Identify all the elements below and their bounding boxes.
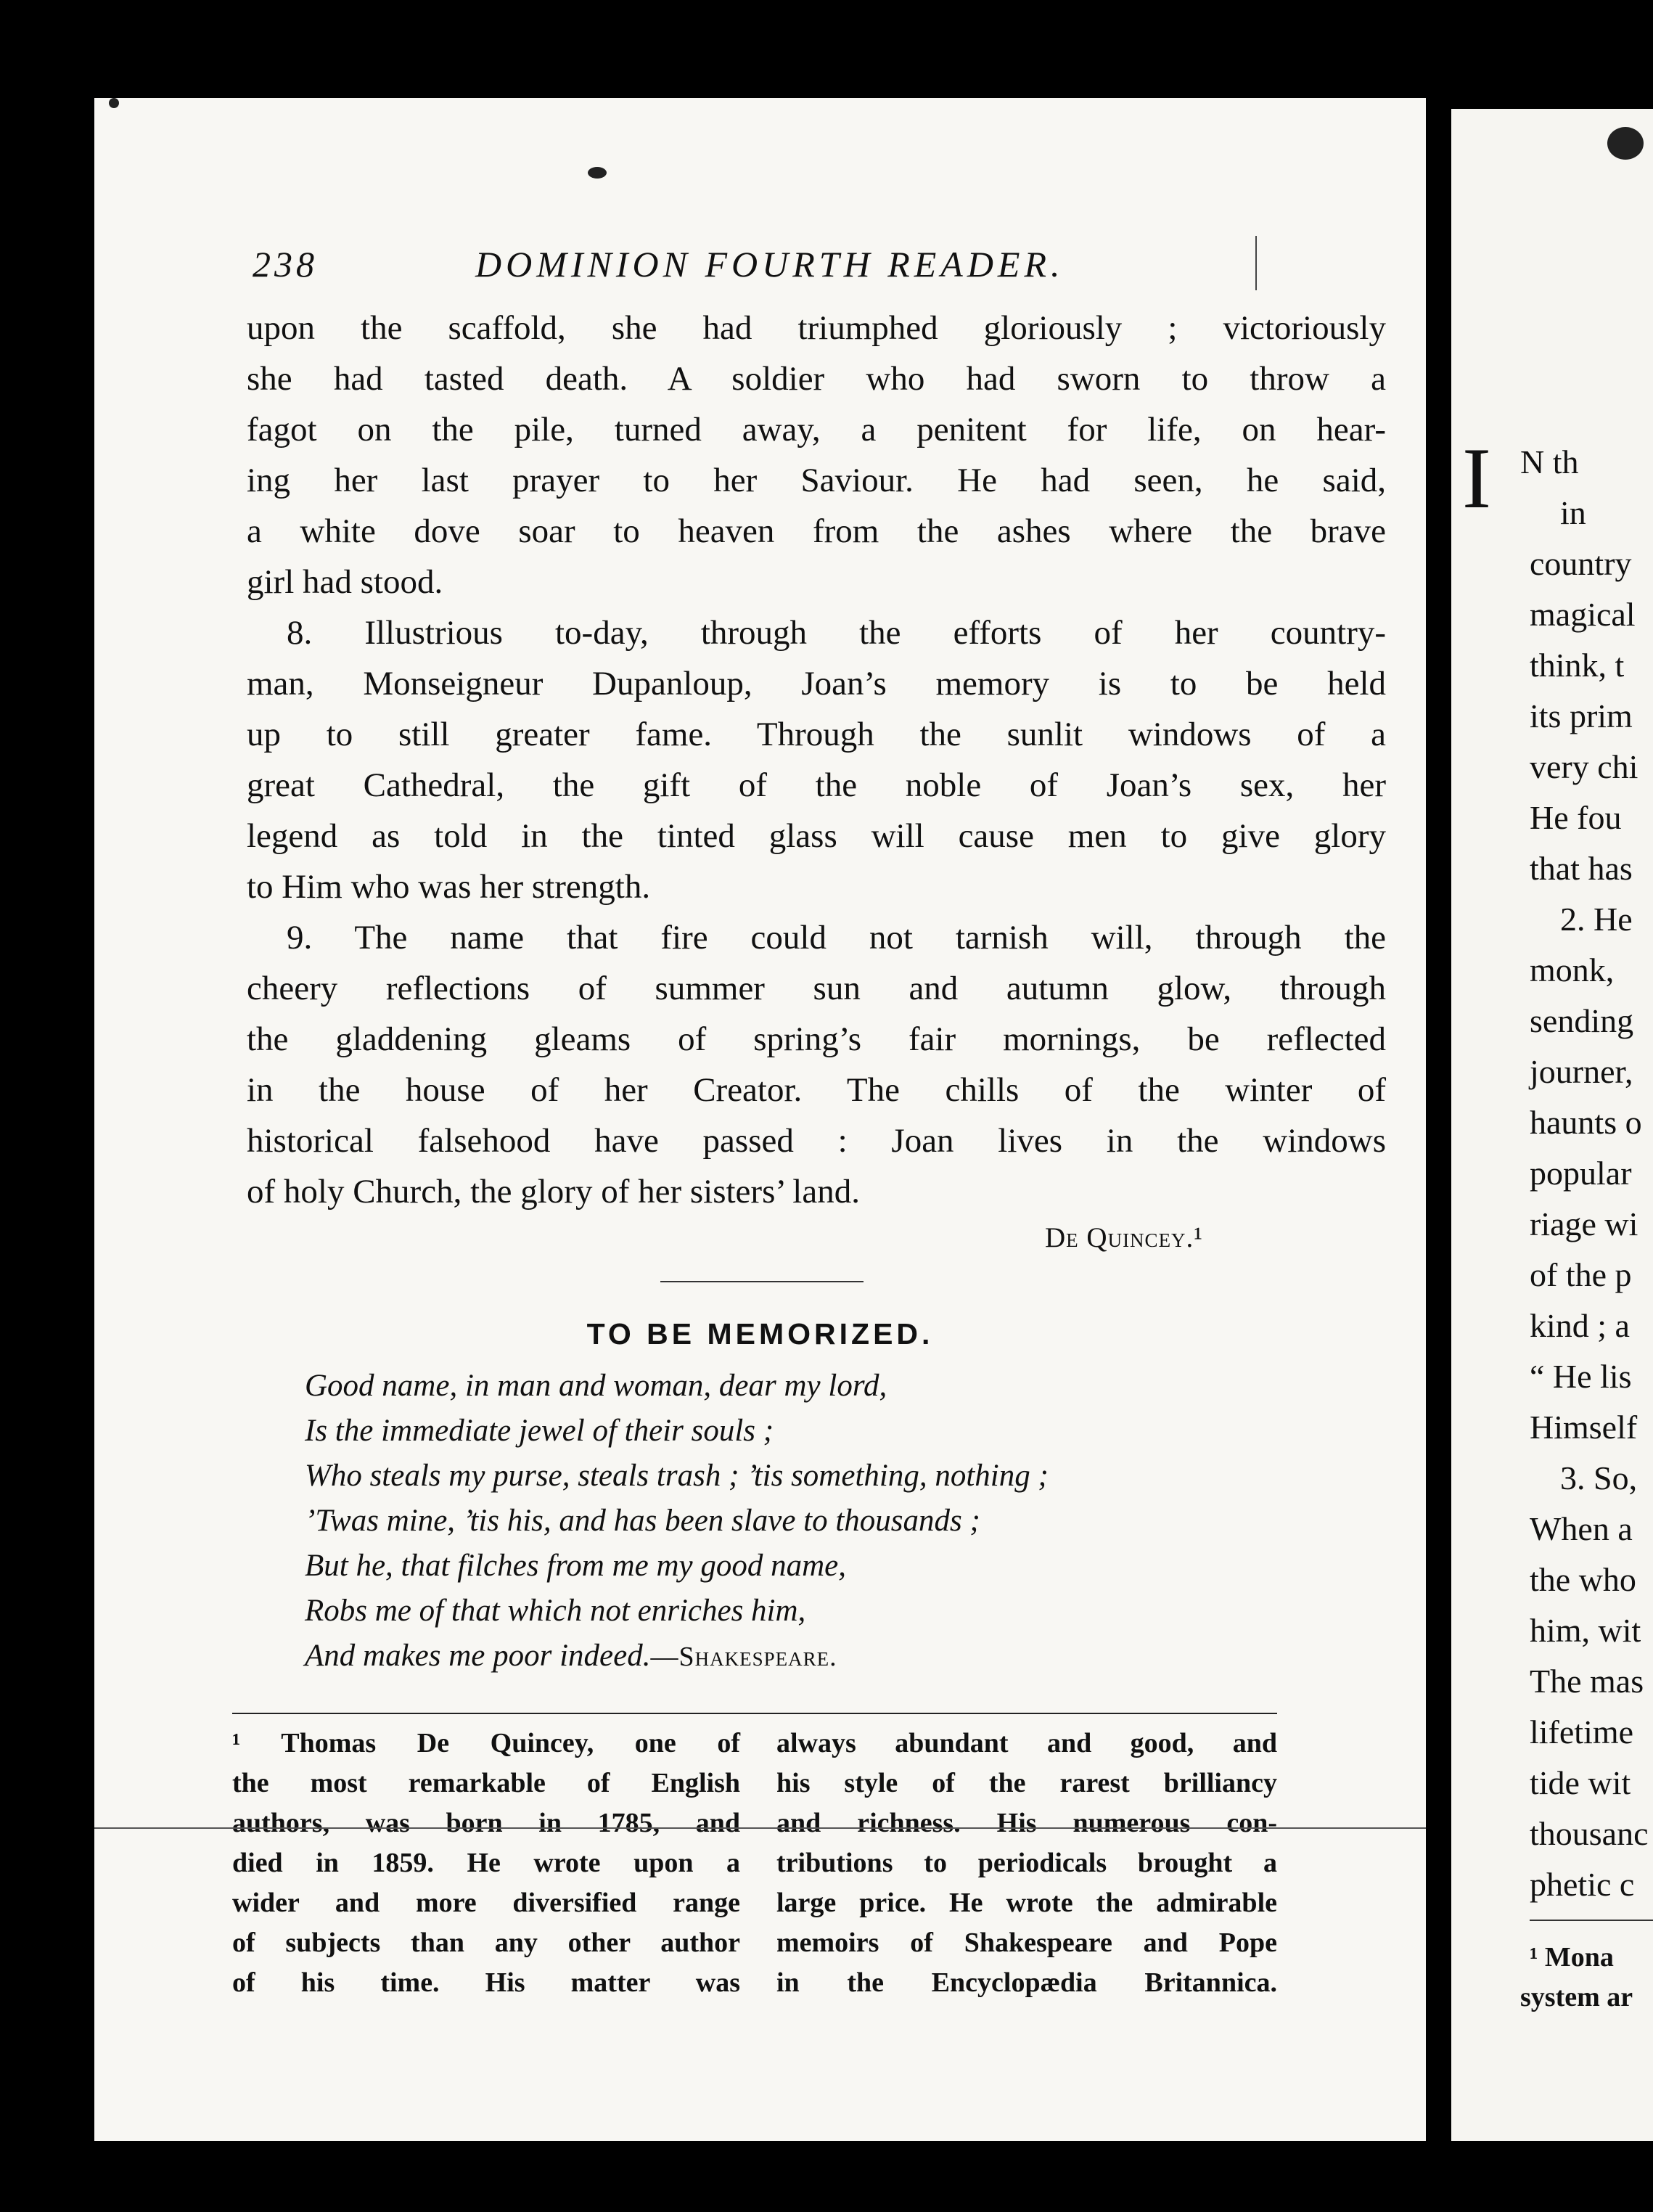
body-line: man, Monseigneur Dupanloup, Joan’s memory is to be held xyxy=(247,665,1386,702)
scan-artifact-line xyxy=(94,1827,1426,1829)
author-signature: De Quincey.¹ xyxy=(1045,1222,1204,1253)
next-page-line: riage wi xyxy=(1530,1205,1638,1242)
poem-line: And makes me poor indeed. xyxy=(305,1639,651,1673)
short-divider xyxy=(660,1281,864,1282)
next-page-line: Himself xyxy=(1530,1409,1638,1446)
next-page-line: him, wit xyxy=(1530,1612,1641,1649)
next-page-line: thousanc xyxy=(1530,1815,1649,1852)
next-page-line: N th xyxy=(1520,443,1579,480)
next-page-line: lifetime xyxy=(1530,1713,1634,1750)
body-line: the gladdening gleams of spring’s fair mornings, be reflected xyxy=(247,1020,1386,1058)
next-page-line: think, t xyxy=(1530,647,1625,684)
body-line: girl had stood. xyxy=(247,563,443,601)
body-line: fagot on the pile, turned away, a penitent for life, on hear- xyxy=(247,411,1386,448)
next-page-line: that has xyxy=(1530,850,1633,887)
next-page-edge xyxy=(1451,109,1653,2141)
ink-blot xyxy=(588,167,607,179)
next-page-line: 2. He xyxy=(1560,901,1633,938)
poem-line: Who steals my purse, steals trash ; ’tis something, nothing ; xyxy=(305,1459,1049,1493)
next-page-footnote-line: ¹ Mona xyxy=(1530,1942,1614,1973)
next-page-footnote-line: system ar xyxy=(1520,1982,1633,2012)
footnote-line: memoirs of Shakespeare and Pope xyxy=(776,1928,1277,1958)
poem-last-line xyxy=(305,1638,837,1674)
footnote-line: in the Encyclopædia Britannica. xyxy=(776,1967,1277,1998)
next-page-line: in xyxy=(1560,494,1586,531)
body-line: in the house of her Creator. The chills of the winter of xyxy=(247,1071,1386,1109)
next-page-line: magical xyxy=(1530,596,1636,633)
next-page-line: 3. So, xyxy=(1560,1459,1638,1496)
paragraph-9-first-line: 9. The name that fire could not tarnish will, through the xyxy=(287,919,1386,957)
next-page-line: sending xyxy=(1530,1002,1634,1039)
footnote-line: died in 1859. He wrote upon a xyxy=(232,1848,740,1878)
next-page-line: monk, xyxy=(1530,951,1615,988)
body-line: great Cathedral, the gift of the noble of Joan’s sex, her xyxy=(247,766,1386,804)
footnote-line: ¹ Thomas De Quincey, one of xyxy=(232,1728,740,1758)
next-page-line: kind ; a xyxy=(1530,1307,1630,1344)
footnote-line: wider and more diversified range xyxy=(232,1888,740,1918)
next-page-line: the who xyxy=(1530,1561,1636,1598)
poem-line: Good name, in man and woman, dear my lord, xyxy=(305,1369,887,1403)
next-page-line: “ He lis xyxy=(1530,1358,1632,1395)
footnote-line: and richness. His numerous con- xyxy=(776,1808,1277,1838)
left-page xyxy=(94,98,1426,2141)
body-line: of holy Church, the glory of her sisters’ land. xyxy=(247,1173,860,1211)
poem-line: Is the immediate jewel of their souls ; xyxy=(305,1414,774,1448)
poem-line: ’Twas mine, ’tis his, and has been slave to thousands ; xyxy=(305,1504,980,1538)
next-page-line: When a xyxy=(1530,1510,1633,1547)
footnote-line: the most remarkable of English xyxy=(232,1768,740,1798)
body-line: legend as told in the tinted glass will cause men to give glory xyxy=(247,817,1386,855)
next-page-line: haunts o xyxy=(1530,1104,1642,1141)
next-page-line: The mas xyxy=(1530,1663,1644,1700)
body-line: cheery reflections of summer sun and autumn glow, through xyxy=(247,970,1386,1007)
memorize-heading: TO BE MEMORIZED. xyxy=(586,1317,934,1351)
page-number: 238 xyxy=(253,244,318,284)
poem-line: Robs me of that which not enriches him, xyxy=(305,1594,806,1628)
next-page-line: phetic c xyxy=(1530,1866,1635,1903)
next-page-line: of the p xyxy=(1530,1256,1632,1293)
next-page-line: country xyxy=(1530,545,1632,582)
body-line: up to still greater fame. Through the sunlit windows of a xyxy=(247,716,1386,753)
body-line: ing her last prayer to her Saviour. He had seen, he said, xyxy=(247,462,1386,499)
footnote-line: of his time. His matter was xyxy=(232,1967,740,1998)
footnote-line: of subjects than any other author xyxy=(232,1928,740,1958)
next-page-line: tide wit xyxy=(1530,1764,1631,1801)
next-page-line: popular xyxy=(1530,1155,1632,1192)
body-line: upon the scaffold, she had triumphed gloriously ; victoriously xyxy=(247,309,1386,347)
next-page-line: journer, xyxy=(1530,1053,1633,1090)
ink-blot xyxy=(1607,127,1644,160)
body-line: historical falsehood have passed : Joan lives in the windows xyxy=(247,1122,1386,1160)
footnote-line: authors, was born in 1785, and xyxy=(232,1808,740,1838)
poem-line: But he, that filches from me my good name, xyxy=(305,1549,846,1583)
poem-attribution: —Shakespeare. xyxy=(650,1642,837,1672)
body-line: she had tasted death. A soldier who had sworn to throw a xyxy=(247,360,1386,398)
footnote-line: always abundant and good, and xyxy=(776,1728,1277,1758)
next-page-line: very chi xyxy=(1530,748,1638,785)
margin-mark xyxy=(1255,236,1257,290)
footnote-line: his style of the rarest brilliancy xyxy=(776,1768,1277,1798)
running-title: DOMINION FOURTH READER. xyxy=(475,244,1065,284)
ink-blot xyxy=(109,98,119,108)
footnote-line: large price. He wrote the admirable xyxy=(776,1888,1277,1918)
drop-cap: I xyxy=(1462,430,1491,526)
next-page-line: He fou xyxy=(1530,799,1622,836)
body-line: a white dove soar to heaven from the ashes where the brave xyxy=(247,512,1386,550)
paragraph-8-first-line: 8. Illustrious to-day, through the efforts of her country- xyxy=(287,614,1386,652)
next-page-line: its prim xyxy=(1530,697,1633,734)
footnote-line: tributions to periodicals brought a xyxy=(776,1848,1277,1878)
footnote-divider xyxy=(232,1713,1277,1714)
body-line: to Him who was her strength. xyxy=(247,868,651,906)
next-page-footnote-divider xyxy=(1530,1920,1653,1921)
